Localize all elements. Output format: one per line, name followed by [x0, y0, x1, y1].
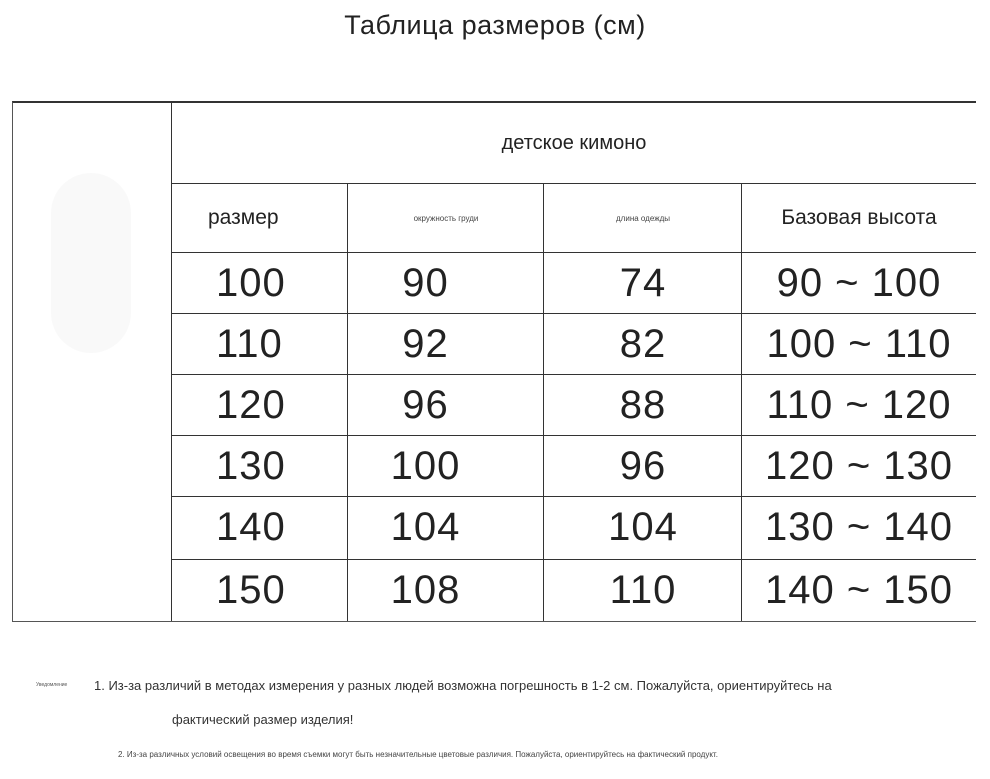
- product-name: детское кимоно: [501, 131, 647, 154]
- cell-height: 140 ~ 150: [764, 567, 954, 612]
- header-height: Базовая высота: [781, 206, 937, 229]
- size-grid: [172, 103, 976, 621]
- cell-chest: 92: [402, 321, 449, 366]
- cell-height: 110 ~ 120: [766, 382, 952, 427]
- cell-length: 104: [608, 504, 678, 549]
- cell-size: 100: [216, 260, 286, 305]
- cell-length: 96: [619, 443, 667, 488]
- cell-height: 130 ~ 140: [764, 504, 954, 549]
- cell-length: 74: [619, 260, 667, 305]
- header-size: размер: [208, 206, 279, 229]
- cell-size: 150: [216, 567, 286, 612]
- note-1-continued: фактический размер изделия!: [172, 712, 354, 727]
- header-length: длина одежды: [616, 213, 670, 223]
- cell-chest: 104: [390, 504, 461, 549]
- cell-height: 90 ~ 100: [776, 260, 942, 305]
- size-table: [12, 101, 976, 622]
- cell-chest: 100: [390, 443, 461, 488]
- cell-chest: 90: [402, 260, 449, 305]
- notice-label: Уведомление: [36, 682, 68, 688]
- note-2: 2. Из-за различных условий освещения во время съемки могут быть незначительные цветовые различия. Пожалуйста, ориентируйтесь на фактический продукт.: [118, 750, 718, 759]
- cell-length: 82: [619, 321, 667, 366]
- cell-size: 120: [216, 382, 286, 427]
- cell-height: 100 ~ 110: [766, 321, 952, 366]
- header-chest: окружность груди: [413, 213, 479, 223]
- cell-size: 140: [216, 504, 286, 549]
- cell-chest: 96: [402, 382, 449, 427]
- note-1: 1. Из-за различий в методах измерения у разных людей возможна погрешность в 1-2 см. Пожалуйста, ориентируйтесь на: [94, 678, 832, 693]
- cell-height: 120 ~ 130: [764, 443, 954, 488]
- page-title: Таблица размеров (см): [344, 10, 646, 40]
- cell-size: 130: [216, 443, 286, 488]
- cell-chest: 108: [390, 567, 461, 612]
- cell-length: 110: [609, 567, 677, 612]
- product-photo-placeholder: [13, 103, 172, 621]
- cell-size: 110: [216, 321, 283, 366]
- cell-length: 88: [619, 382, 667, 427]
- product-image: [51, 173, 131, 353]
